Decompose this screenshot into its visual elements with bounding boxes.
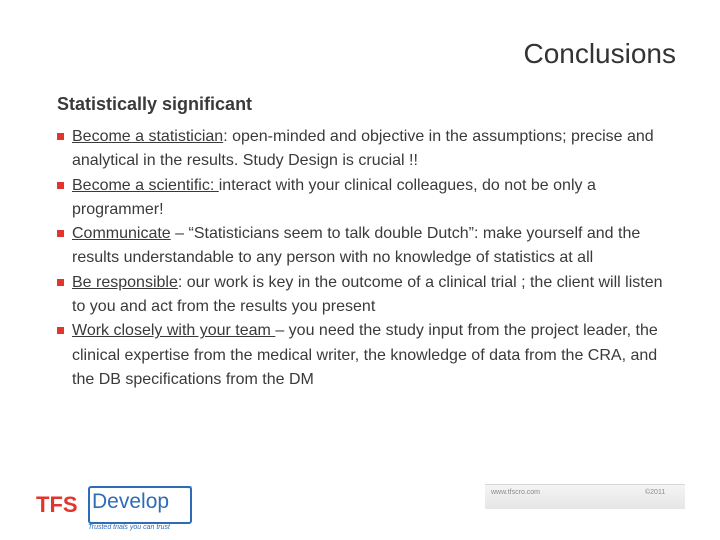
bullet-text: : our work is key in the outcome of a clinical trial ; the client will listen to you and act from the results you present [72,273,663,316]
bullet-item [57,125,677,174]
logo-trademark: ™ [186,486,192,492]
bullet-item [57,271,677,320]
logo-tfs-text: TFS [36,492,78,517]
slide-title: Conclusions [523,38,676,69]
logo-tagline: Trusted trials you can trust [88,524,170,531]
bullet-lead: Communicate [72,225,171,243]
bullet-lead: Be responsible [72,273,178,291]
bullet-list [57,125,677,392]
square-bullet-icon [57,182,64,189]
bullet-lead: Work closely with your team [72,322,276,340]
bullet-item [57,222,677,271]
square-bullet-icon [57,230,64,237]
footer-bar [485,484,685,509]
bullet-text: : open-minded and objective in the assumptions; precise and analytical in the results. Study Design is crucial !! [72,128,654,170]
bullet-text: interact with your clinical colleagues, do not be only a programmer! [72,176,596,218]
logo-develop-text: Develop [92,490,170,513]
footer-copyright: ©2011 [645,489,666,496]
bullet-lead: Become a scientific: [72,176,219,194]
bullet-text: – you need the study input from the project leader, the clinical expertise from the medical writer, the knowledge of data from the CRA, and the DB specifications from the DM [72,322,658,388]
footer-url: www.tfscro.com [491,489,541,496]
bullet-item [57,174,677,223]
bullet-lead: Become a statistician [72,128,224,145]
slide-subtitle: Statistically significant [57,94,253,114]
bullet-text: – “Statisticians seem to talk double Dutch”: make yourself and the results understandable to any person with no knowledge of statistics at all [72,225,641,267]
square-bullet-icon [57,133,64,140]
square-bullet-icon [57,327,64,334]
tfs-develop-logo [36,486,196,536]
square-bullet-icon [57,279,64,286]
bullet-item [57,319,677,392]
